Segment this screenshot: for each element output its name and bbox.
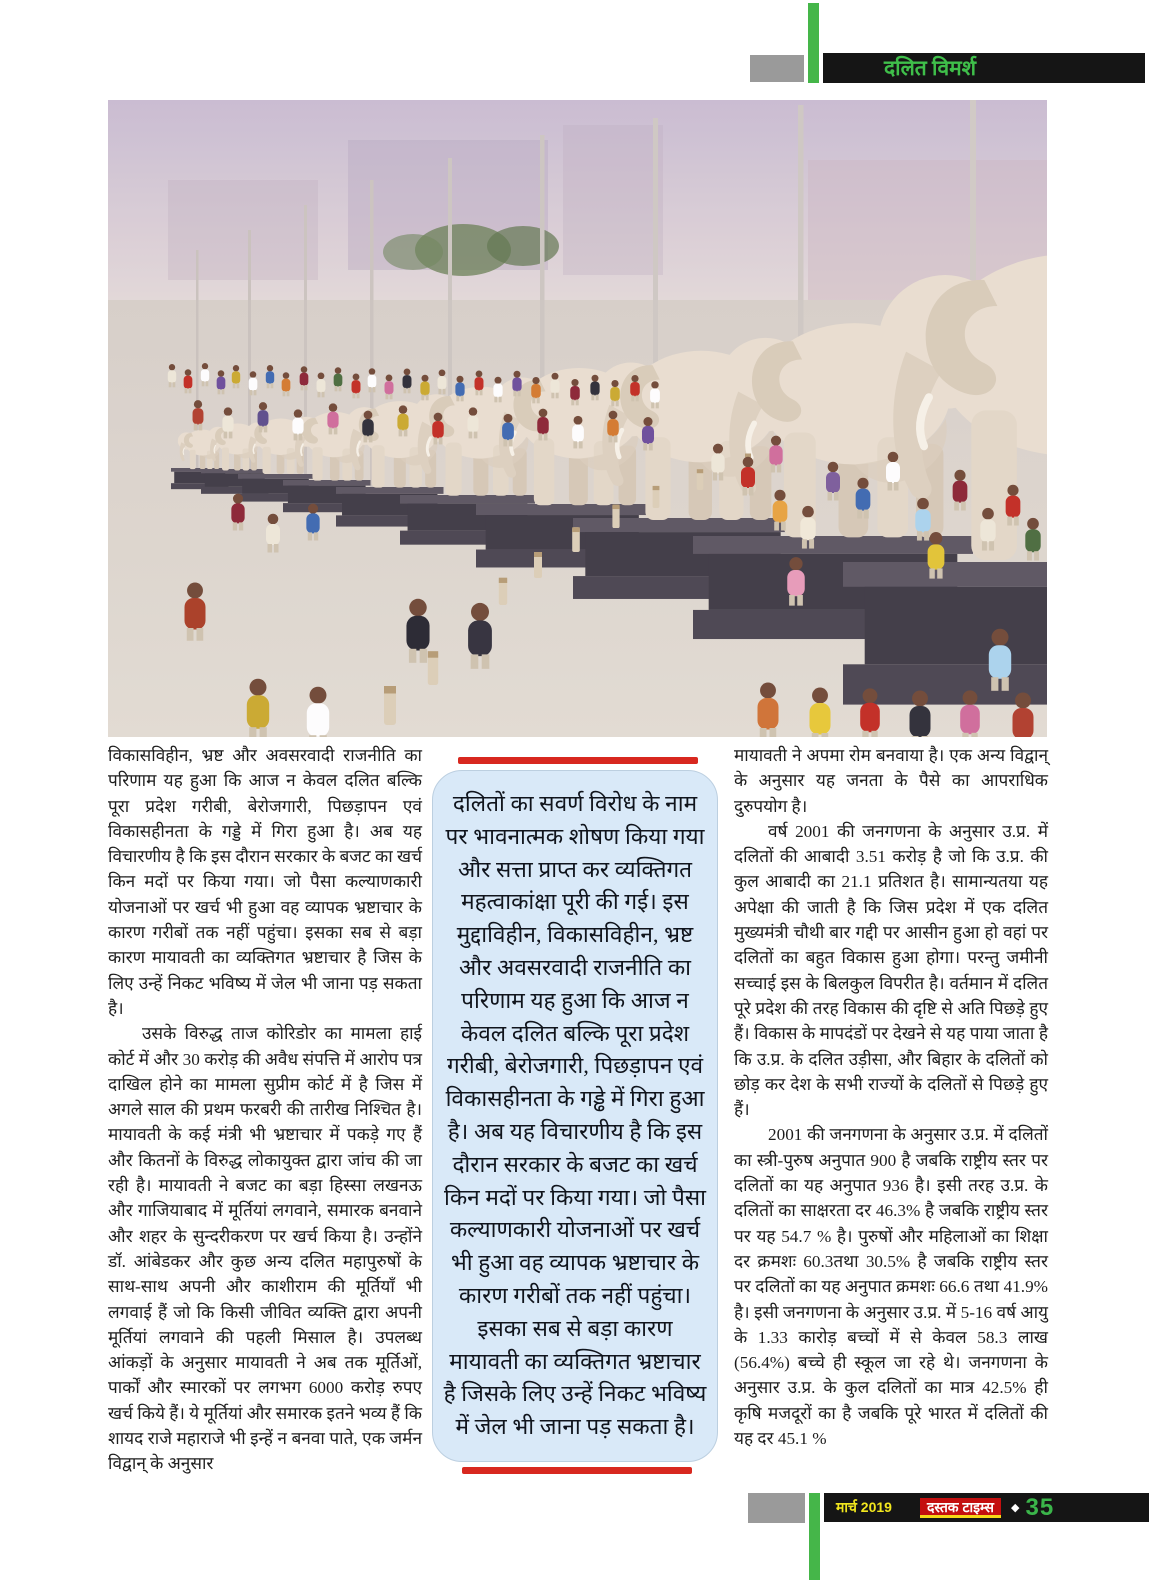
article-column-left (108, 743, 422, 1477)
issue-date: मार्च 2019 (836, 1499, 892, 1515)
header-gray-block (750, 55, 804, 82)
article-column-right (734, 743, 1048, 1451)
section-title: दलित विमर्श (883, 56, 976, 80)
footer-bar (824, 1493, 1149, 1522)
paragraph: उसके विरुद्ध ताज कोरिडोर का मामला हाई कोर्ट में और 30 करोड़ की अवैध संपत्ति में आरोप पत्र दाखिल होने का मामला सुप्रीम कोर्ट में है जिस में अगले साल की प्रथम फरबरी की तारीख निश्चित है। मायावती के कई मंत्री भी भ्रष्टाचार में पकड़े गए हैं और कितनों के विरुद्ध लोकायुक्त द्वारा जांच की जा रही है। मायावती ने बजट का बड़ा हिस्सा लखनऊ और गाजियाबाद में मूर्तियां लगवाने, समारक बनवाने और शहर के सुन्दरीकरण पर खर्च किया है। उन्होंने डॉ. आंबेडकर और कुछ अन्य दलित महापुरुषों के साथ-साथ अपनी और काशीराम की मूर्तियाँ भी लगवाई हैं जो कि किसी जीवित व्यक्ति द्वारा अपनी मूर्तियां लगवाने की पहली मिसाल है। उपलब्ध आंकड़ों के अनुसार मायावती ने अब तक मूर्तिओं, पार्कों और स्मारकों पर लगभग 6000 करोड़ रुपए खर्च किये हैं। ये मूर्तियां और समारक इतने भव्य हैं कि शायद राजे महाराजे भी इन्हें न बनवा पाते, एक जर्मन विद्वान् के अनुसार (108, 1024, 422, 1474)
pull-quote-box (432, 770, 718, 1462)
footer-gray-block (748, 1493, 805, 1523)
quote-bottom-rule (462, 1467, 692, 1474)
paragraph: विकासविहीन, भ्रष्ट और अवसरवादी राजनीति का परिणाम यह हुआ कि आज न केवल दलित बल्कि पूरा प्रदेश गरीबी, बेरोजगारी, पिछड़ापन एवं विकासहीनता के गड्डे में गिरा हुआ है। अब यह विचारणीय है कि इस दौरान सरकार के बजट का खर्च किन मदों पर किया गया। जो पैसा कल्याणकारी योजनाओं पर खर्च भी हुआ वह व्यापक भ्रष्टाचार के कारण गरीबों तक नहीं पहुंचा। इसका सब से बड़ा कारण मायावती का व्यक्तिगत भ्रष्टाचार है जिस के लिए उन्हें निकट भविष्य में जेल भी जाना पड़ सकता है। (108, 746, 422, 1018)
quote-top-rule (458, 757, 698, 764)
magazine-logo: दस्तक टाइम्स (920, 1498, 1001, 1518)
article-photo (108, 100, 1047, 737)
section-header-bar (823, 53, 1145, 83)
paragraph: मायावती ने अपमा रोम बनवाया है। एक अन्य विद्वान् के अनुसार यह जनता के पैसे का आपराधिक दुरुपयोग है। (734, 746, 1048, 816)
diamond-icon: ◆ (1011, 1502, 1020, 1514)
footer-green-bar (809, 1493, 820, 1580)
header-green-bar (808, 3, 819, 83)
paragraph: 2001 की जनगणना के अनुसार उ.प्र. में दलितों का स्त्री-पुरुष अनुपात 900 है जबकि राष्ट्रीय स्तर पर दलितों का यह अनुपात 936 है। इसी तरह उ.प्र. के दलितों का साक्षरता दर 46.3% है जबकि राष्ट्रीय स्तर पर यह 54.7 % है। पुरुषों और महिलाओं का शिक्षा दर क्रमशः 60.3तथा 30.5% है जबकि राष्ट्रीय स्तर पर दलितों का यह अनुपात क्रमशः 66.6 तथा 41.9% है। इसी जनगणना के अनुसार उ.प्र. में 5-16 वर्ष आयु के 1.33 कारोड़ बच्चों में से केवल 58.3 लाख (56.4%) बच्चे ही स्कूल जा रहे थे। जनगणना के अनुसार उ.प्र. के कुल दलितों का मात्र 42.5% ही कृषि मजदूरों का है जबकि पूरे भारत में दलितों की यह दर 45.1 % (734, 1125, 1048, 1449)
paragraph: वर्ष 2001 की जनगणना के अनुसार उ.प्र. में दलितों की आबादी 3.51 करोड़ है जो कि उ.प्र. की कुल आबादी का 21.1 प्रतिशत है। सामान्यतया यह अपेक्षा की जाती है कि जिस प्रदेश में एक दलित मुख्यमंत्री चौथी बार गद्दी पर आसीन हुआ हो वहां पर दलितों का बहुत विकास हुआ होगा। परन्तु जमीनी सच्चाई इस के बिलकुल विपरीत है। वर्तमान में दलित पूरे प्रदेश की तरह विकास की दृष्टि से अति पिछड़े हुए हैं। विकास के मापदंडों पर देखने से यह पाया जाता है कि उ.प्र. के दलित उड़ीसा, और बिहार के दलितों को छोड़ कर देश के सभी राज्यों के दलितों से पिछड़े हुए हैं। (734, 821, 1048, 1120)
page-number: 35 (1025, 1493, 1055, 1521)
elephant-statues-crowd-illustration (108, 100, 1047, 737)
pull-quote-text: दलितों का सवर्ण विरोध के नाम पर भावनात्मक शोषण किया गया और सत्ता प्राप्त कर व्यक्तिगत महत्वाकांक्षा पूरी की गई। इस मुद्दाविहीन, विकासविहीन, भ्रष्ट और अवसरवादी राजनीति का परिणाम यह हुआ कि आज न केवल दलित बल्कि पूरा प्रदेश गरीबी, बेरोजगारी, पिछड़ापन एवं विकासहीनता के गड्ढे में गिरा हुआ है। अब यह विचारणीय है कि इस दौरान सरकार के बजट का खर्च किन मदों पर किया गया। जो पैसा कल्याणकारी योजनाओं पर खर्च भी हुआ वह व्यापक भ्रष्टाचार के कारण गरीबों तक नहीं पहुंचा। इसका सब से बड़ा कारण मायावती का व्यक्तिगत भ्रष्टाचार है जिसके लिए उन्हें निकट भविष्य में जेल भी जाना पड़ सकता है। (443, 791, 707, 1440)
